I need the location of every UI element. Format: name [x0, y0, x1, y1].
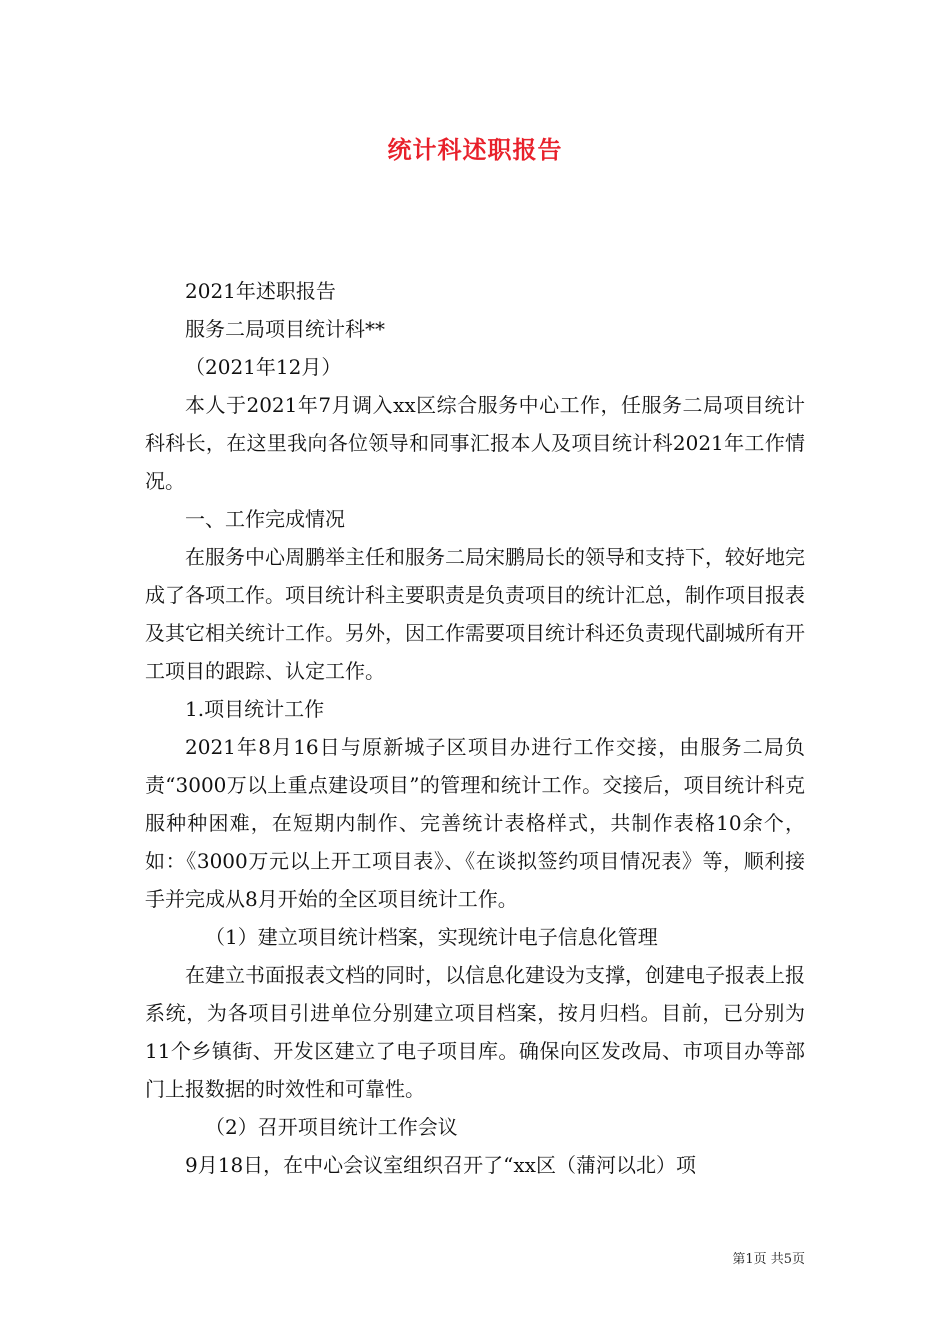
paragraph-meeting: 9月18日，在中心会议室组织召开了“xx区（蒲河以北）项 — [185, 1153, 696, 1177]
item-heading-2: （2）召开项目统计工作会议 — [205, 1115, 458, 1139]
document-body — [145, 272, 805, 1184]
author-line: 服务二局项目统计科** — [185, 317, 385, 341]
paragraph-duties: 在服务中心周鹏举主任和服务二局宋鹏局长的领导和支持下，较好地完成了各项工作。项目统计科主要职责是负责项目的统计汇总，制作项目报表及其它相关统计工作。另外，因工作需要项目统计科还负责现代副城所有开工项目的跟踪、认定工作。 — [145, 545, 805, 683]
item-heading-1: （1）建立项目统计档案，实现统计电子信息化管理 — [205, 925, 658, 949]
paragraph-handover: 2021年8月16日与原新城子区项目办进行工作交接，由服务二局负责“3000万以上重点建设项目”的管理和统计工作。交接后，项目统计科克服种种困难，在短期内制作、完善统计表格样式，共制作表格10余个，如：《3000万元以上开工项目表》、《在谈拟签约项目情况表》等，顺利接手并完成从8月开始的全区项目统计工作。 — [145, 735, 805, 911]
report-year-line: 2021年述职报告 — [185, 279, 336, 303]
paragraph-archive: 在建立书面报表文档的同时，以信息化建设为支撑，创建电子报表上报系统，为各项目引进单位分别建立项目档案，按月归档。目前，已分别为11个乡镇街、开发区建立了电子项目库。确保向区发改局、市项目办等部门上报数据的时效性和可靠性。 — [145, 963, 805, 1101]
document-title: 统计科述职报告 — [387, 135, 563, 164]
subsection-heading-1: 1.项目统计工作 — [185, 697, 325, 721]
page-number: 第1页 共5页 — [732, 1252, 805, 1267]
intro-paragraph: 本人于2021年7月调入xx区综合服务中心工作，任服务二局项目统计科科长，在这里我向各位领导和同事汇报本人及项目统计科2021年工作情况。 — [145, 393, 805, 493]
section-heading-1: 一、工作完成情况 — [185, 507, 345, 531]
date-line: （2021年12月） — [185, 355, 342, 379]
